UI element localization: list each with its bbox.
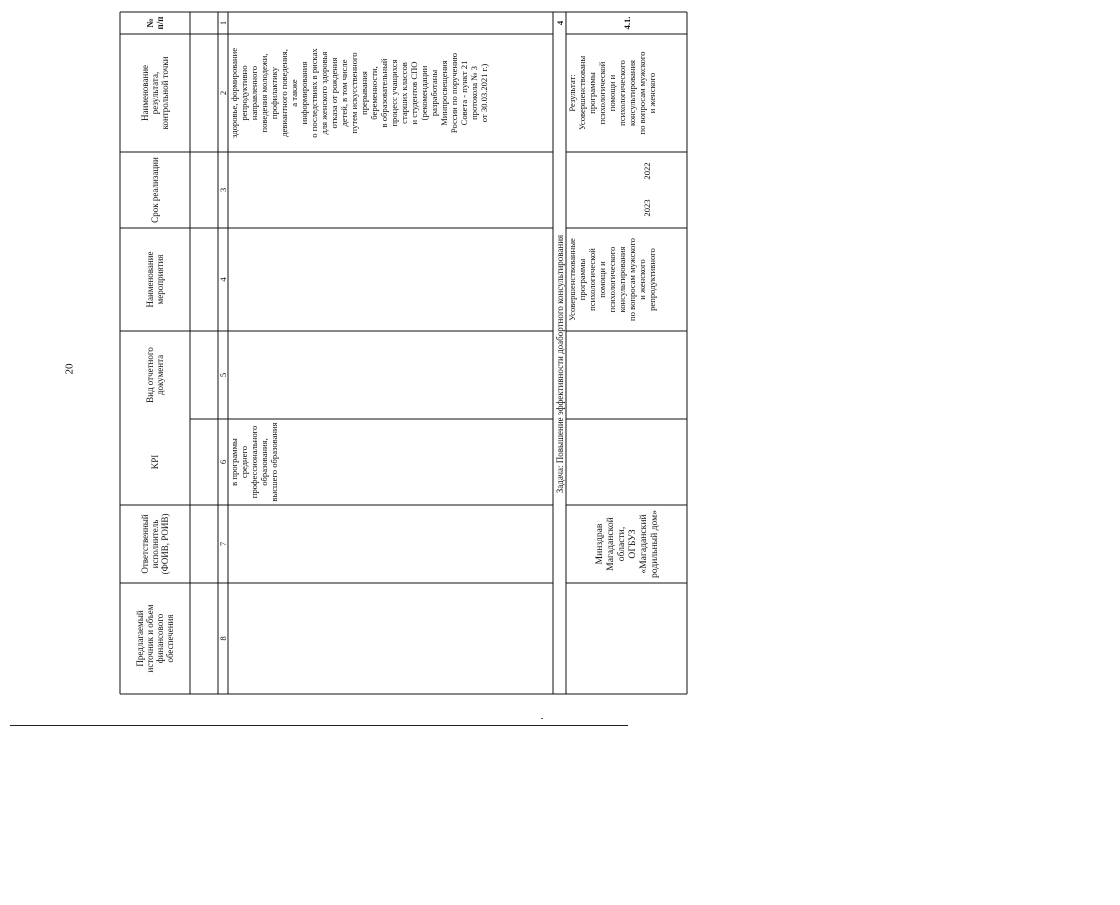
header-col4: Наименование мероприятия bbox=[145, 251, 165, 308]
activity-name-cell: Усовершенствованные программы психологической помощи и психологического консультирования по вопросам мужского и женского репродуктивного bbox=[567, 238, 657, 321]
page-bottom-rule bbox=[10, 725, 628, 726]
header-col8: Предлагаемый источник и объем финансового обеспечения bbox=[135, 604, 175, 673]
year-start: 2022 bbox=[642, 162, 652, 180]
header-col2: Наименование результата, контрольной точки bbox=[140, 56, 170, 130]
colnum-6: 6 bbox=[218, 459, 228, 465]
header-col5: Вид отчетного документа bbox=[145, 347, 165, 403]
colnum-2: 2 bbox=[218, 90, 228, 96]
header-col3: Срок реализации bbox=[150, 157, 160, 223]
result-4-1-cell: Результат: Усовершенствованы программы психологической помощи и психологического консультирования по вопросам мужского и женского bbox=[567, 51, 657, 135]
kpi-cell: в программы среднего профессионального образования, высшего образования bbox=[229, 422, 279, 502]
colnum-5: 5 bbox=[218, 372, 228, 378]
colnum-1: 1 bbox=[218, 20, 228, 26]
task-number: 4 bbox=[554, 20, 565, 26]
header-col7: Ответственный исполнитель (ФОИВ, РОИВ) bbox=[140, 513, 170, 575]
result-description-cell: здоровье, формирование репродуктивно направленного поведения молодежи, профилактику девиантного поведения, а также информирования о последствиях в рисках для женского здоровья отказа от рождения детей, в том числе путем искусственного прерывания беременности, в образовательный процесс учащихся старших классов и студентов СПО (рекомендации разработаны Минпросвещения России по поручению Совета - пункт 21 протокола № 3 от 30.03.2021 г.) bbox=[229, 47, 489, 139]
task-title: Задача: Повышение эффективности доабортного консультирования bbox=[554, 234, 565, 494]
colnum-4: 4 bbox=[218, 277, 228, 282]
year-end: 2023 bbox=[642, 199, 652, 217]
scan-speck bbox=[541, 718, 543, 719]
colnum-8: 8 bbox=[218, 636, 228, 641]
header-col1: № п/п bbox=[145, 16, 165, 30]
row-number-4-1: 4.1. bbox=[621, 16, 632, 30]
responsible-executor-cell: Минздрав Магаданской области, ОГБУЗ «Магаданский родильный дом» bbox=[593, 510, 660, 578]
colnum-7: 7 bbox=[218, 541, 228, 547]
page-number: 20 bbox=[63, 363, 75, 375]
rotated-table bbox=[120, 0, 1120, 694]
colnum-3: 3 bbox=[218, 187, 228, 193]
header-col6: KPI bbox=[150, 454, 160, 470]
